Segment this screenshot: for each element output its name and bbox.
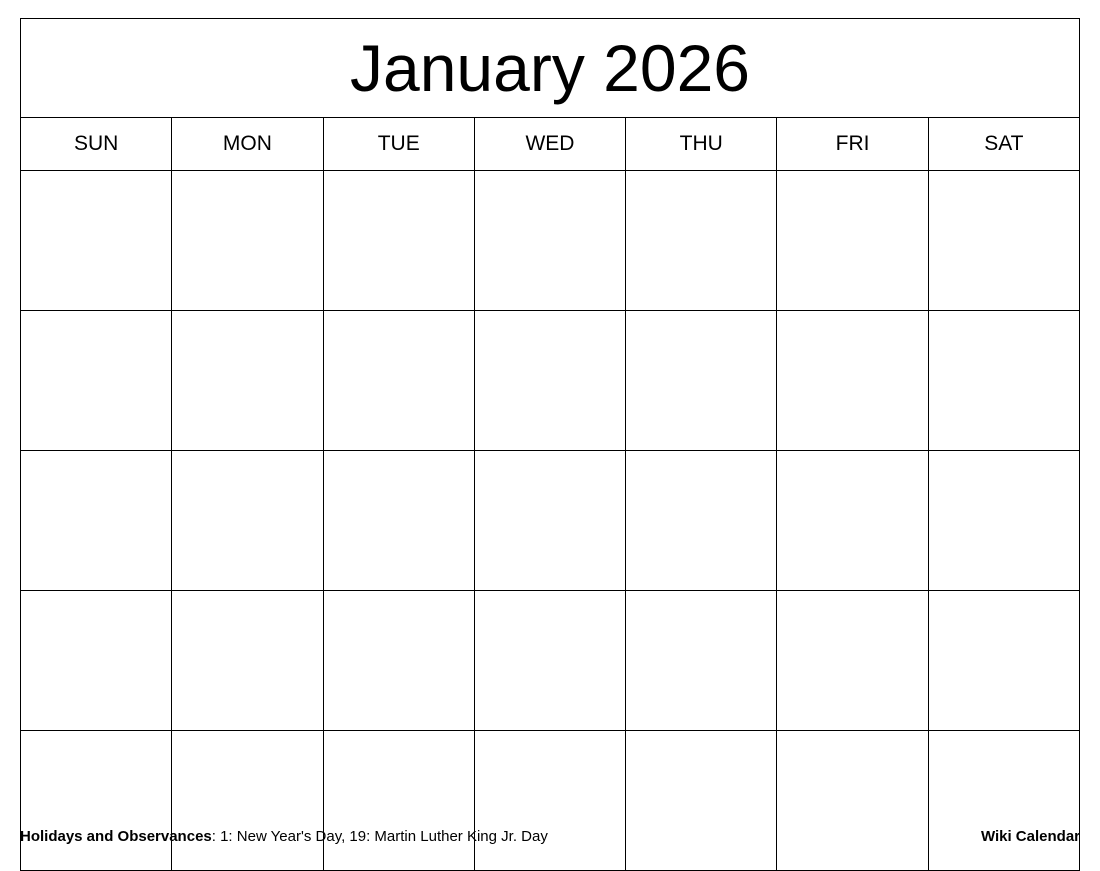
weekday-header-thu: THU — [626, 118, 777, 171]
day-cell[interactable] — [323, 451, 474, 591]
day-cell[interactable] — [928, 311, 1079, 451]
weekday-header-sat: SAT — [928, 118, 1079, 171]
weekday-header-wed: WED — [474, 118, 625, 171]
calendar-week-row — [21, 451, 1080, 591]
day-cell[interactable] — [626, 171, 777, 311]
holidays-separator: : — [211, 828, 221, 845]
day-cell[interactable] — [474, 171, 625, 311]
brand-label: Wiki Calendar — [980, 828, 1080, 845]
day-cell[interactable] — [777, 311, 928, 451]
weekday-header-mon: MON — [172, 118, 323, 171]
day-cell[interactable] — [474, 731, 625, 871]
calendar-week-row — [21, 591, 1080, 731]
day-cell[interactable] — [21, 171, 172, 311]
day-cell[interactable] — [323, 311, 474, 451]
calendar-table — [20, 18, 1080, 871]
day-cell[interactable] — [21, 311, 172, 451]
day-cell[interactable] — [323, 591, 474, 731]
weekday-header-fri: FRI — [777, 118, 928, 171]
day-cell[interactable] — [323, 731, 474, 871]
day-cell[interactable] — [626, 451, 777, 591]
day-cell[interactable] — [21, 591, 172, 731]
calendar-title-cell — [21, 19, 1080, 118]
day-cell[interactable] — [172, 171, 323, 311]
calendar-week-row — [21, 311, 1080, 451]
day-cell[interactable] — [928, 451, 1079, 591]
calendar-week-row — [21, 171, 1080, 311]
page-title: January 2026 — [350, 31, 750, 105]
day-cell[interactable] — [626, 731, 777, 871]
day-cell[interactable] — [172, 591, 323, 731]
day-cell[interactable] — [777, 171, 928, 311]
day-cell[interactable] — [928, 731, 1079, 871]
day-cell[interactable] — [777, 731, 928, 871]
day-cell[interactable] — [626, 591, 777, 731]
day-cell[interactable] — [21, 731, 172, 871]
day-cell[interactable] — [626, 311, 777, 451]
calendar-footer — [20, 828, 1080, 845]
day-cell[interactable] — [474, 451, 625, 591]
day-cell[interactable] — [777, 591, 928, 731]
day-cell[interactable] — [928, 171, 1079, 311]
day-cell[interactable] — [928, 591, 1079, 731]
calendar-title-row — [21, 19, 1080, 118]
holidays-list: 1: New Year's Day, 19: Martin Luther King Jr. Day — [220, 828, 548, 845]
day-cell[interactable] — [474, 311, 625, 451]
day-cell[interactable] — [172, 731, 323, 871]
holidays-and-observances — [20, 828, 548, 845]
weekday-header-tue: TUE — [323, 118, 474, 171]
day-cell[interactable] — [323, 171, 474, 311]
day-cell[interactable] — [172, 451, 323, 591]
holidays-label: Holidays and Observances — [20, 828, 212, 845]
day-cell[interactable] — [172, 311, 323, 451]
calendar-week-row — [21, 731, 1080, 871]
weekday-header-sun: SUN — [21, 118, 172, 171]
day-cell[interactable] — [777, 451, 928, 591]
weekday-header-row — [21, 118, 1080, 171]
day-cell[interactable] — [474, 591, 625, 731]
day-cell[interactable] — [21, 451, 172, 591]
